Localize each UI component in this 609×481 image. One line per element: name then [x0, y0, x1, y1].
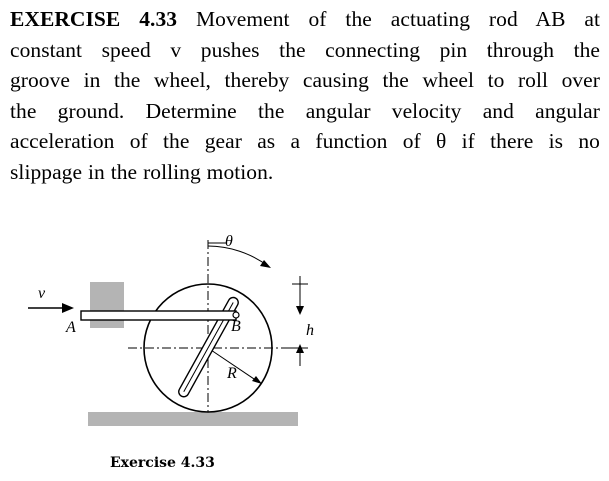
ground: [88, 412, 298, 426]
point-a-label: A: [66, 319, 76, 336]
velocity-label: v: [38, 285, 46, 302]
exercise-label: EXERCISE 4.33: [10, 7, 178, 31]
radius-label: R: [227, 365, 237, 382]
problem-line-3: groove in the wheel, thereby causing the wheel to roll over: [10, 68, 600, 92]
h-label: h: [306, 322, 314, 339]
problem-line-1: [10, 4, 600, 35]
theta-arc: [208, 246, 268, 266]
problem-line-6: slippage in the rolling motion.: [10, 159, 274, 184]
figure-caption: Exercise 4.33: [110, 455, 215, 471]
problem-line-5: acceleration of the gear as a function of θ if there is no: [10, 129, 600, 153]
theta-label: θ: [225, 233, 233, 250]
problem-text-1: Movement of the actuating rod AB at: [177, 7, 600, 31]
velocity-arrowhead: [62, 303, 74, 313]
radius-arrowhead: [252, 376, 262, 384]
point-b-label: B: [231, 318, 241, 335]
problem-line-2: constant speed v pushes the connecting pin through the: [10, 37, 600, 62]
exercise-figure: [28, 218, 328, 438]
guide-block: [90, 282, 124, 328]
wheel-diagram: [28, 218, 328, 438]
actuating-rod: [81, 311, 236, 320]
h-upper-arrowhead: [296, 306, 304, 315]
problem-statement: [10, 4, 600, 187]
problem-line-4: the ground. Determine the angular velocity and angular: [10, 98, 600, 123]
